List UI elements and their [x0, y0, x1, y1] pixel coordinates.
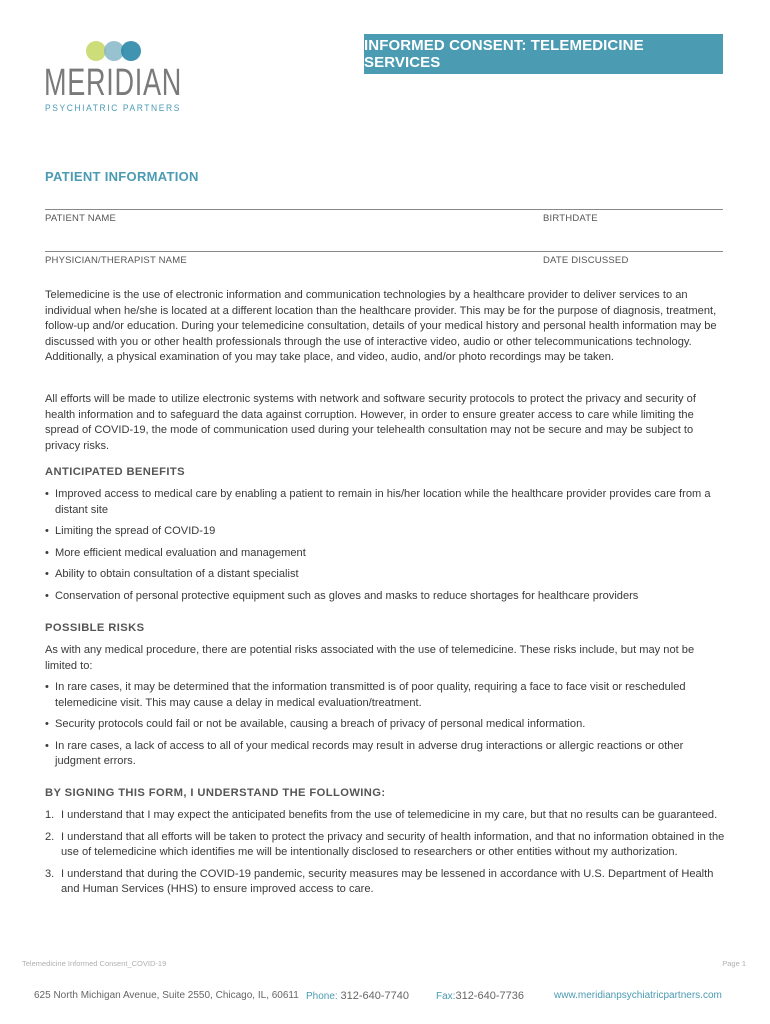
- risks-intro: As with any medical procedure, there are potential risks associated with the use of telemedicine. These risks include, but may not be limited to:: [45, 644, 695, 672]
- website-link[interactable]: www.meridianpsychiatricpartners.com: [554, 990, 722, 1001]
- fax-label: Fax:: [436, 991, 456, 1002]
- logo-circle-blue: [121, 41, 141, 61]
- date-discussed-label: DATE DISCUSSED: [543, 255, 629, 266]
- intro-paragraph-2: All efforts will be made to utilize electronic systems with network and software security protocols to protect the privacy and security of health information and to safeguard the data against corruption. However, in order to ensure greater access to care while limiting the spread of COVID-19, the mode of communication used during your telehealth consultation may not be secure and may be subject to privacy risks.: [45, 393, 696, 452]
- list-item: • Limiting the spread of COVID-19: [45, 524, 725, 540]
- item-number: 1.: [45, 809, 55, 821]
- list-item: • In rare cases, a lack of access to all of your medical records may result in adverse drug interactions or allergic reactions or other judgment errors.: [45, 739, 725, 770]
- phone-number: 312-640-7740: [340, 990, 409, 1002]
- patient-information-heading: PATIENT INFORMATION: [45, 169, 199, 184]
- footer-phone: [306, 990, 409, 1002]
- list-item: • More efficient medical evaluation and management: [45, 546, 725, 562]
- list-item: • Conservation of personal protective equipment such as gloves and masks to reduce shortages for healthcare providers: [45, 589, 725, 605]
- list-item: • In rare cases, it may be determined that the information transmitted is of poor quality, requiring a face to face visit or rescheduled telemedicine visit. This may cause a delay in medical evaluation/treatment.: [45, 680, 725, 711]
- item-text: I understand that during the COVID-19 pandemic, security measures may be lessened in accordance with U.S. Department of Health and Human Services (HHS) to ensure improved access to care.: [61, 867, 714, 895]
- list-item: • Security protocols could fail or not be available, causing a breach of privacy of personal medical information.: [45, 717, 725, 733]
- signing-heading: BY SIGNING THIS FORM, I UNDERSTAND THE FOLLOWING:: [45, 787, 386, 799]
- intro-paragraph-1: Telemedicine is the use of electronic information and communication technologies by a healthcare provider to deliver services to an individual when he/she is located at a different location than the healthcare provider. This may be for the purpose of diagnosis, treatment, follow-up and/or education. During your telemedicine consultation, details of your medical history and personal health information may be discussed with you or other health professionals through the use of interactive video, audio or other telecommunications technology. Additionally, a physical examination of you may take place, and video, audio, and/or photo recordings may be taken.: [45, 289, 717, 363]
- footer-address: 625 North Michigan Avenue, Suite 2550, Chicago, IL, 60611: [34, 990, 299, 1001]
- document-title-banner: INFORMED CONSENT: TELEMEDICINE SERVICES: [364, 34, 723, 74]
- list-item: [45, 867, 725, 898]
- phone-label: Phone:: [306, 991, 338, 1002]
- meridian-logo: [44, 40, 194, 120]
- logo-circle-lime: [86, 41, 106, 61]
- physician-name-line[interactable]: [45, 251, 723, 252]
- list-item: • Improved access to medical care by enabling a patient to remain in his/her location while the healthcare provider provides care from a distant site: [45, 487, 725, 518]
- fax-number: 312-640-7736: [455, 990, 524, 1002]
- logo-tagline: PSYCHIATRIC PARTNERS: [45, 103, 181, 113]
- page-number: Page 1: [722, 959, 746, 968]
- item-number: 3.: [45, 867, 55, 880]
- risks-heading: POSSIBLE RISKS: [45, 622, 145, 634]
- footer-fax: [436, 990, 524, 1002]
- benefits-list: [45, 487, 725, 610]
- list-item: [45, 830, 725, 861]
- signing-list: [45, 808, 725, 904]
- risks-list: [45, 680, 725, 776]
- item-number: 2.: [45, 830, 55, 843]
- list-item: [45, 808, 725, 824]
- list-item: • Ability to obtain consultation of a distant specialist: [45, 567, 725, 583]
- logo-wordmark: MERIDIAN: [44, 62, 182, 104]
- physician-name-label: PHYSICIAN/THERAPIST NAME: [45, 255, 187, 266]
- benefits-heading: ANTICIPATED BENEFITS: [45, 466, 185, 478]
- item-text: I understand that all efforts will be taken to protect the privacy and security of health information, and that no information obtained in the use of telemedicine which identifies me will be intentionally disclosed to researchers or other entities without my authorization.: [61, 830, 725, 858]
- item-text: I understand that I may expect the anticipated benefits from the use of telemedicine in my care, but that no results can be guaranteed.: [61, 809, 718, 821]
- birthdate-label: BIRTHDATE: [543, 213, 598, 224]
- document-id: Telemedicine Informed Consent_COVID-19: [22, 959, 167, 968]
- patient-name-line[interactable]: [45, 209, 723, 210]
- patient-name-label: PATIENT NAME: [45, 213, 117, 224]
